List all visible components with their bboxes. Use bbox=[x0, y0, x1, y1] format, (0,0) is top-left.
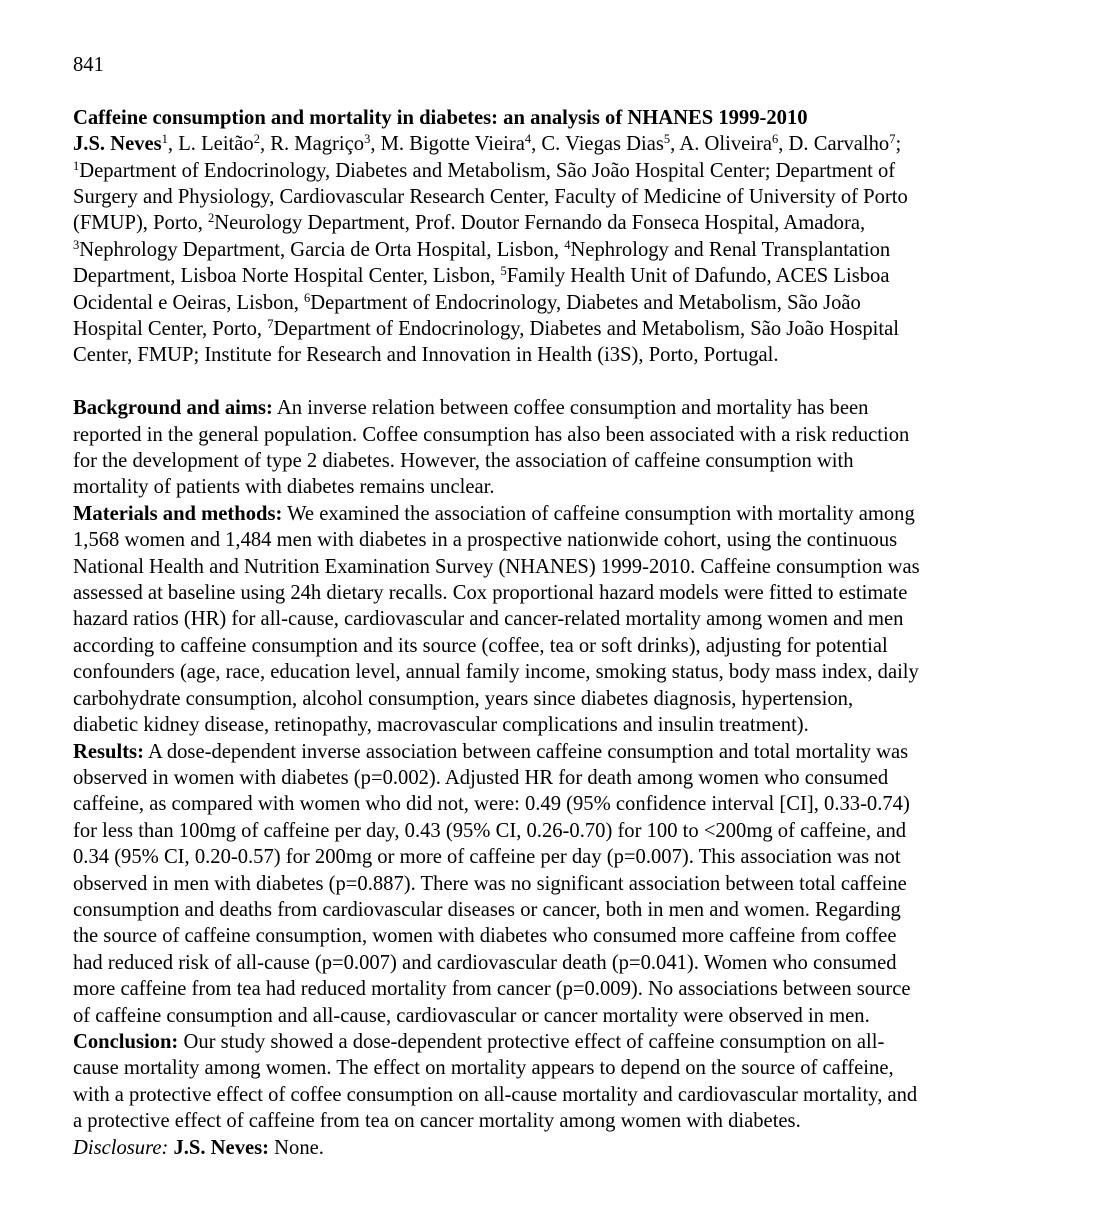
body-line bbox=[73, 1082, 1033, 1108]
text-run: 1,568 women and 1,484 men with diabetes in a prospective nationwide cohort, using the continuous bbox=[73, 529, 898, 552]
body-line bbox=[73, 950, 1033, 976]
body-line bbox=[73, 791, 1033, 817]
text-run: National Health and Nutrition Examination Survey (NHANES) 1999-2010. Caffeine consumption was bbox=[73, 555, 920, 578]
text-run: Center, FMUP; Institute for Research and Innovation in Health (i3S), Porto, Portugal. bbox=[73, 344, 779, 367]
text-run: of caffeine consumption and all-cause, cardiovascular or cancer mortality were observed in men. bbox=[73, 1004, 870, 1027]
text-run: for the development of type 2 diabetes. However, the association of caffeine consumption with bbox=[73, 450, 854, 473]
text-run: Our study showed a dose-dependent protective effect of caffeine consumption on all- bbox=[178, 1030, 885, 1053]
text-run: Department of Endocrinology, Diabetes and Metabolism, São João Hospital bbox=[273, 318, 899, 341]
body-line bbox=[73, 897, 1033, 923]
body-line bbox=[73, 818, 1033, 844]
text-run: (FMUP), Porto, bbox=[73, 212, 209, 235]
body-line bbox=[73, 712, 1033, 738]
text-run: the source of caffeine consumption, women with diabetes who consumed more caffeine from coffee bbox=[73, 925, 897, 948]
text-run: We examined the association of caffeine consumption with mortality among bbox=[282, 502, 915, 525]
author-separator: , bbox=[670, 133, 680, 156]
author-separator: , bbox=[778, 133, 789, 156]
text-run: according to caffeine consumption and its source (coffee, tea or soft drinks), adjusting for potential bbox=[73, 634, 888, 657]
author-separator: , bbox=[167, 133, 179, 156]
text-run: 0.34 (95% CI, 0.20-0.57) for 200mg or more of caffeine per day (p=0.007). This association was not bbox=[73, 846, 901, 869]
abstract-body bbox=[73, 395, 1033, 1161]
page-number: 841 bbox=[73, 54, 104, 76]
section-heading: Background and aims: bbox=[73, 397, 273, 420]
affiliation-line bbox=[73, 158, 1033, 184]
text-run: mortality of patients with diabetes remains unclear. bbox=[73, 476, 495, 499]
text-run: None. bbox=[269, 1136, 324, 1159]
section-heading: Materials and methods: bbox=[73, 502, 283, 525]
affiliations bbox=[73, 158, 1033, 369]
body-line bbox=[73, 448, 1033, 474]
text-run: Department of Endocrinology, Diabetes and Metabolism, São João bbox=[310, 291, 861, 314]
author-name: D. Carvalho bbox=[788, 133, 890, 156]
text-run: observed in men with diabetes (p=0.887). There was no significant association between total caffeine bbox=[73, 872, 907, 895]
text-run: diabetic kidney disease, retinopathy, macrovascular complications and insulin treatment). bbox=[73, 714, 809, 737]
superscript-marker: 7 bbox=[267, 317, 274, 332]
body-line bbox=[73, 395, 1033, 421]
superscript-marker: 3 bbox=[73, 237, 80, 252]
author-separator: , bbox=[370, 133, 381, 156]
author-superscript: 6 bbox=[772, 132, 779, 147]
body-line bbox=[73, 527, 1033, 553]
body-line bbox=[73, 1108, 1033, 1134]
body-line bbox=[73, 976, 1033, 1002]
text-run: Department, Lisboa Norte Hospital Center, Lisbon, bbox=[73, 265, 501, 288]
text-run: Nephrology and Renal Transplantation bbox=[570, 238, 891, 261]
affiliation-line bbox=[73, 316, 1033, 342]
superscript-marker: 4 bbox=[564, 237, 571, 252]
body-line bbox=[73, 422, 1033, 448]
author-name: M. Bigotte Vieira bbox=[380, 133, 525, 156]
affiliation-line bbox=[73, 184, 1033, 210]
body-line bbox=[73, 501, 1033, 527]
text-run: carbohydrate consumption, alcohol consumption, years since diabetes diagnosis, hypertension, bbox=[73, 687, 854, 710]
body-line bbox=[73, 554, 1033, 580]
affiliation-line bbox=[73, 342, 1033, 368]
author-name: A. Oliveira bbox=[679, 133, 772, 156]
superscript-marker: 1 bbox=[73, 158, 80, 173]
author-name: C. Viegas Dias bbox=[541, 133, 664, 156]
italic-label: Disclosure: bbox=[73, 1136, 169, 1159]
text-run: assessed at baseline using 24h dietary recalls. Cox proportional hazard models were fitted to estimate bbox=[73, 582, 908, 605]
affiliation-line bbox=[73, 263, 1033, 289]
body-line bbox=[73, 923, 1033, 949]
section-heading: J.S. Neves: bbox=[173, 1136, 270, 1159]
body-line bbox=[73, 474, 1033, 500]
text-run: for less than 100mg of caffeine per day, 0.43 (95% CI, 0.26-0.70) for 100 to <200mg of caffeine, and bbox=[73, 819, 907, 842]
body-line bbox=[73, 739, 1033, 765]
body-line bbox=[73, 1003, 1033, 1029]
author-name: R. Magriço bbox=[270, 133, 365, 156]
superscript-marker: 6 bbox=[304, 290, 311, 305]
body-line bbox=[73, 606, 1033, 632]
text-run: hazard ratios (HR) for all-cause, cardiovascular and cancer-related mortality among women and men bbox=[73, 608, 904, 631]
author-superscript: 1 bbox=[161, 132, 168, 147]
body-line bbox=[73, 659, 1033, 685]
text-run: with a protective effect of coffee consumption on all-cause mortality and cardiovascular mortality, and bbox=[73, 1083, 918, 1106]
affiliation-line bbox=[73, 290, 1033, 316]
text-run: more caffeine from tea had reduced mortality from cancer (p=0.009). No associations between source bbox=[73, 978, 911, 1001]
text-run: Hospital Center, Porto, bbox=[73, 318, 268, 341]
body-line bbox=[73, 765, 1033, 791]
text-run: Nephrology Department, Garcia de Orta Hospital, Lisbon, bbox=[79, 238, 565, 261]
abstract-title: Caffeine consumption and mortality in diabetes: an analysis of NHANES 1999-2010 bbox=[73, 106, 808, 129]
section-heading: Conclusion: bbox=[73, 1030, 179, 1053]
affiliation-line bbox=[73, 237, 1033, 263]
section-gap bbox=[73, 369, 1033, 395]
author-name: L. Leitão bbox=[178, 133, 254, 156]
text-run: A dose-dependent inverse association between caffeine consumption and total mortality was bbox=[143, 740, 909, 763]
author-list bbox=[73, 131, 1033, 157]
body-line bbox=[73, 1029, 1033, 1055]
text-run: cause mortality among women. The effect on mortality appears to depend on the source of caffeine, bbox=[73, 1057, 894, 1080]
text-run: observed in women with diabetes (p=0.002). Adjusted HR for death among women who consumed bbox=[73, 766, 889, 789]
text-run: a protective effect of caffeine from tea on cancer mortality among women with diabetes. bbox=[73, 1110, 801, 1133]
abstract-page bbox=[73, 52, 1033, 1161]
text-run: reported in the general population. Coffee consumption has also been associated with a risk reduction bbox=[73, 423, 910, 446]
author-superscript: 3 bbox=[364, 132, 371, 147]
text-run: Department of Endocrinology, Diabetes and Metabolism, São João Hospital Center; Department of bbox=[79, 159, 896, 182]
body-line bbox=[73, 844, 1033, 870]
body-line bbox=[73, 633, 1033, 659]
text-run: An inverse relation between coffee consumption and mortality has been bbox=[272, 397, 869, 420]
text-run: confounders (age, race, education level, annual family income, smoking status, body mass index, daily bbox=[73, 661, 919, 684]
text-run: Neurology Department, Prof. Doutor Fernando da Fonseca Hospital, Amadora, bbox=[214, 212, 866, 235]
text-run: had reduced risk of all-cause (p=0.007) and cardiovascular death (p=0.041). Women who consumed bbox=[73, 951, 897, 974]
body-line bbox=[73, 580, 1033, 606]
text-run: Surgery and Physiology, Cardiovascular Research Center, Faculty of Medicine of University of Porto bbox=[73, 186, 908, 208]
section-heading: Results: bbox=[73, 740, 144, 763]
body-line bbox=[73, 871, 1033, 897]
author-separator: , bbox=[531, 133, 542, 156]
text-run: Family Health Unit of Dafundo, ACES Lisboa bbox=[506, 265, 890, 288]
affiliation-line bbox=[73, 210, 1033, 236]
text-run: caffeine, as compared with women who did not, were: 0.49 (95% confidence interval [CI], 0.33-0.74) bbox=[73, 793, 910, 816]
author-superscript: 2 bbox=[253, 132, 260, 147]
author-superscript: 5 bbox=[663, 132, 671, 147]
author-separator: , bbox=[259, 133, 271, 156]
text-run: Ocidental e Oeiras, Lisbon, bbox=[73, 291, 305, 314]
superscript-marker: 5 bbox=[500, 264, 507, 279]
author-superscript: 7 bbox=[889, 132, 896, 147]
body-line bbox=[73, 1055, 1033, 1081]
author-superscript: 4 bbox=[524, 132, 532, 147]
text-run: consumption and deaths from cardiovascular diseases or cancer, both in men and women. Regarding bbox=[73, 898, 901, 921]
author-name: J.S. Neves bbox=[73, 133, 162, 156]
superscript-marker: 2 bbox=[208, 211, 215, 226]
author-separator: ; bbox=[895, 133, 902, 156]
body-line bbox=[73, 686, 1033, 712]
body-line bbox=[73, 1135, 1033, 1161]
